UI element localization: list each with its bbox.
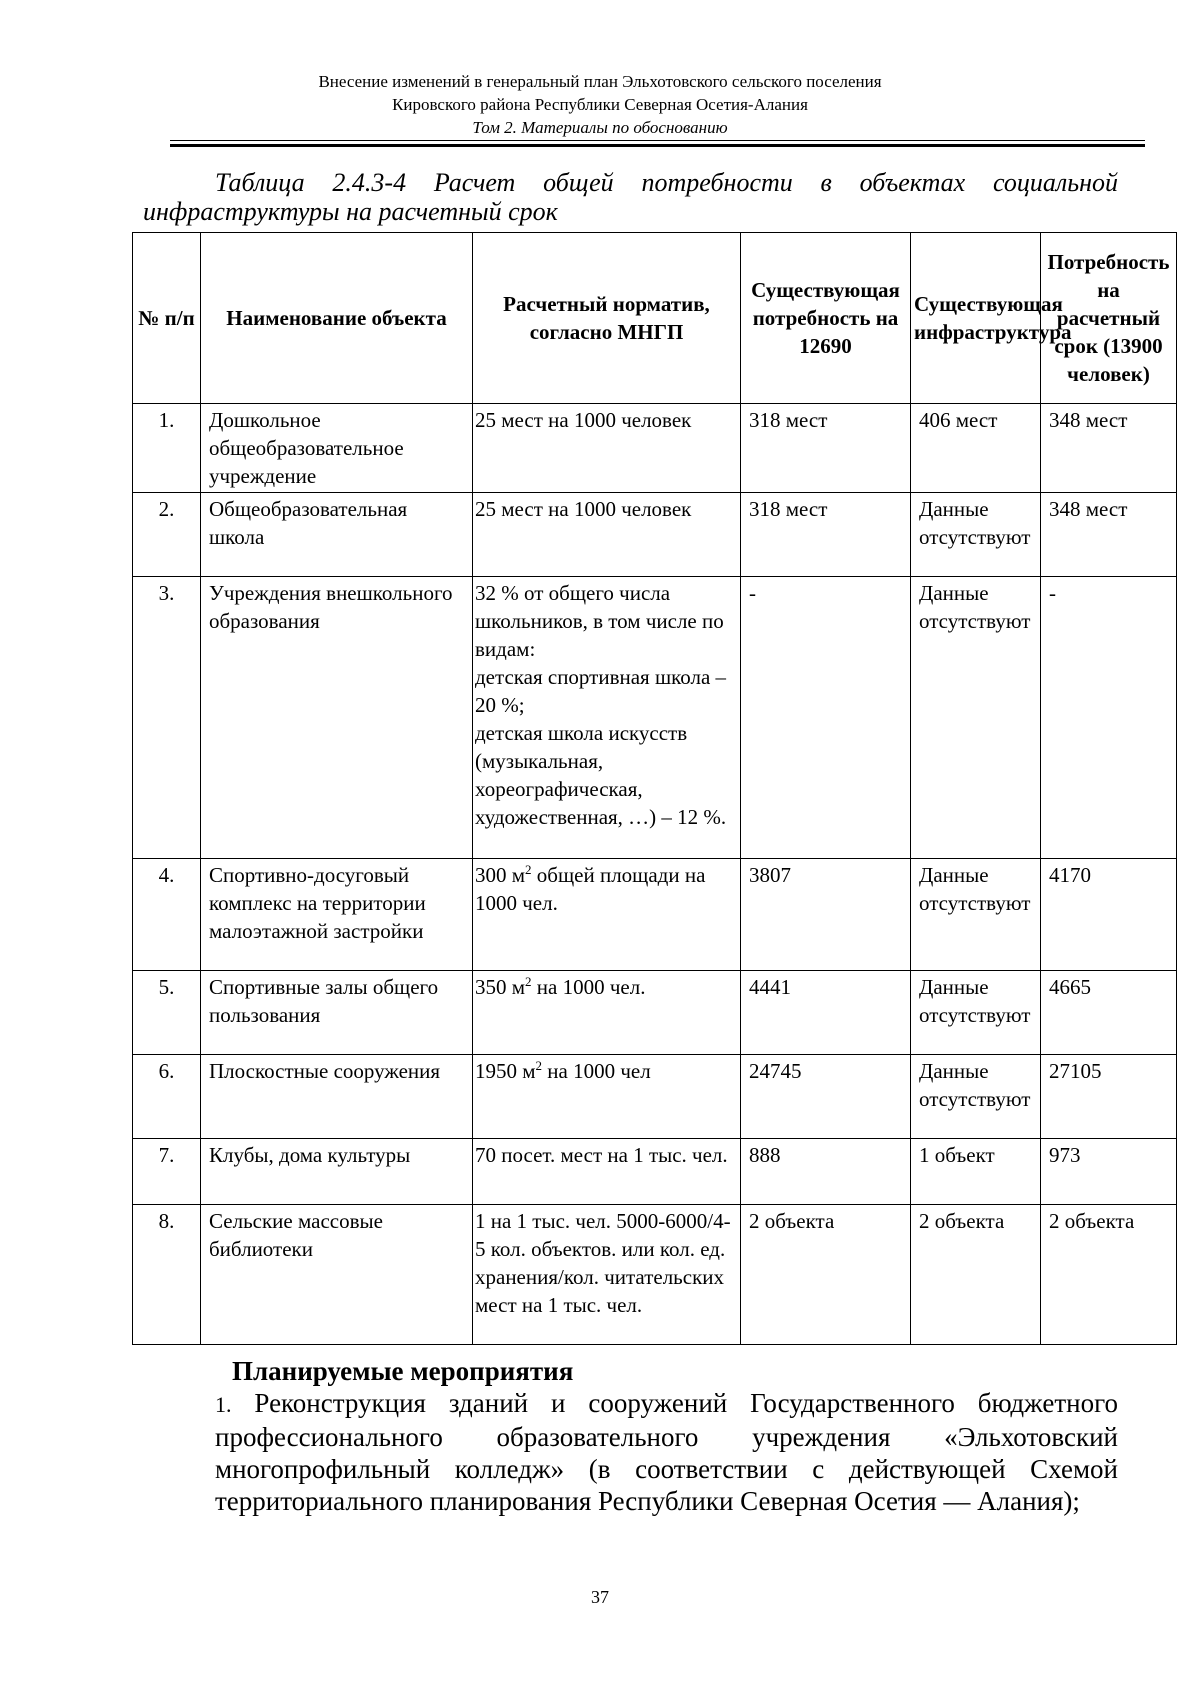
- row-norm: 70 посет. мест на 1 тыс. чел.: [473, 1139, 741, 1205]
- row-norm-pre: 1950 м: [475, 1059, 536, 1083]
- row-norm: [473, 577, 741, 859]
- row-future-need: 4665: [1041, 971, 1177, 1055]
- row-norm-post: на 1000 чел: [542, 1059, 651, 1083]
- row-existing-infra: Данные отсутствуют: [911, 971, 1041, 1055]
- header-cell-name: Наименование объекта: [201, 233, 473, 404]
- row-norm: [473, 1055, 741, 1139]
- row-norm-post: общей площади на 1000 чел.: [475, 863, 706, 915]
- row-num: 6.: [133, 1055, 201, 1139]
- header-cell-num: № п/п: [133, 233, 201, 404]
- row-norm-sup: 2: [525, 862, 532, 877]
- row-name: Клубы, дома культуры: [201, 1139, 473, 1205]
- row-norm-sup: 2: [525, 974, 532, 989]
- row-future-need: 4170: [1041, 859, 1177, 971]
- header-cell-existing-infra: Существующая инфраструктура: [911, 233, 1041, 404]
- row-existing-need: 318 мест: [741, 404, 911, 493]
- row-norm: 1 на 1 тыс. чел. 5000-6000/4-5 кол. объектов. или кол. ед. хранения/кол. читательских мест на 1 тыс. чел.: [473, 1205, 741, 1345]
- row-norm-text: 32 % от общего числа школьников, в том числе по видам: детская спортивная школа – 20 %; детская школа искусств (музыкальная, хореографическая, художественная, …) – 12 %.: [475, 581, 727, 829]
- paragraph-first-line: [143, 1387, 1118, 1517]
- row-num: 7.: [133, 1139, 201, 1205]
- header-cell-future-need: Потребность на расчетный срок (13900 человек): [1041, 233, 1177, 404]
- row-num: 4.: [133, 859, 201, 971]
- row-existing-infra: Данные отсутствуют: [911, 1055, 1041, 1139]
- row-existing-infra: 406 мест: [911, 404, 1041, 493]
- social-infrastructure-table: [132, 232, 1177, 1345]
- table-row: [133, 1205, 1177, 1345]
- row-future-need: 2 объекта: [1041, 1205, 1177, 1345]
- table-row: [133, 859, 1177, 971]
- table-row: [133, 404, 1177, 493]
- row-existing-need: 318 мест: [741, 493, 911, 577]
- row-num: 3.: [133, 577, 201, 859]
- item-text: Реконструкция зданий и сооружений Государственного бюджетного профессионального образовательного учреждения «Эльхотовский многопрофильный колледж» (в соответствии с действующей Схемой территориального планирования Республики Северная Осетия — Алания);: [215, 1388, 1118, 1516]
- row-existing-need: 888: [741, 1139, 911, 1205]
- row-norm: [473, 859, 741, 971]
- page-number: 37: [591, 1587, 609, 1607]
- row-norm-post: на 1000 чел.: [531, 975, 646, 999]
- row-norm-sup: 2: [535, 1058, 543, 1073]
- row-existing-need: 2 объекта: [741, 1205, 911, 1345]
- row-norm: 25 мест на 1000 человек: [473, 404, 741, 493]
- row-norm-pre: 300 м: [475, 863, 526, 887]
- row-existing-need: -: [741, 577, 911, 859]
- row-existing-infra: 1 объект: [911, 1139, 1041, 1205]
- row-name: Спортивно-досуговый комплекс на территории малоэтажной застройки: [201, 859, 473, 971]
- row-name: Учреждения внешкольного образования: [201, 577, 473, 859]
- row-name: Дошкольное общеобразовательное учреждение: [201, 404, 473, 493]
- table-header-row: [133, 233, 1177, 404]
- row-name: Плоскостные сооружения: [201, 1055, 473, 1139]
- row-existing-infra: Данные отсутствуют: [911, 859, 1041, 971]
- table-row: [133, 971, 1177, 1055]
- row-num: 1.: [133, 404, 201, 493]
- row-existing-need: 4441: [741, 971, 911, 1055]
- header-cell-existing-need: Существующая потребность на 12690: [741, 233, 911, 404]
- document-header-line1: Внесение изменений в генеральный план Эльхотовского сельского поселения: [318, 72, 882, 91]
- row-existing-infra: Данные отсутствуют: [911, 577, 1041, 859]
- table-caption: [143, 168, 1118, 226]
- table-caption-line2: инфраструктуры на расчетный срок: [143, 197, 558, 226]
- row-norm-pre: 350 м: [475, 975, 526, 999]
- row-name: Общеобразовательная школа: [201, 493, 473, 577]
- row-future-need: 27105: [1041, 1055, 1177, 1139]
- item-number: 1.: [215, 1392, 232, 1417]
- table-row: [133, 1055, 1177, 1139]
- row-future-need: 348 мест: [1041, 404, 1177, 493]
- row-name: Сельские массовые библиотеки: [201, 1205, 473, 1345]
- section-paragraph: [143, 1387, 1118, 1517]
- row-existing-need: 3807: [741, 859, 911, 971]
- row-future-need: 973: [1041, 1139, 1177, 1205]
- row-norm: 25 мест на 1000 человек: [473, 493, 741, 577]
- row-name: Спортивные залы общего пользования: [201, 971, 473, 1055]
- row-num: 5.: [133, 971, 201, 1055]
- row-existing-infra: 2 объекта: [911, 1205, 1041, 1345]
- table-row: [133, 577, 1177, 859]
- header-divider-thin: [170, 140, 1145, 141]
- document-header-line2: Кировского района Республики Северная Осетия-Алания: [392, 95, 808, 114]
- row-future-need: -: [1041, 577, 1177, 859]
- row-num: 2.: [133, 493, 201, 577]
- row-num: 8.: [133, 1205, 201, 1345]
- table-row: [133, 493, 1177, 577]
- header-cell-norm: Расчетный норматив, согласно МНГП: [473, 233, 741, 404]
- document-header-line3: Том 2. Материалы по обоснованию: [472, 118, 728, 137]
- row-existing-infra: Данные отсутствуют: [911, 493, 1041, 577]
- table-row: [133, 1139, 1177, 1205]
- section-title: Планируемые мероприятия: [232, 1356, 574, 1386]
- row-norm: [473, 971, 741, 1055]
- header-divider-thick: [170, 144, 1145, 147]
- table-caption-line1: Таблица 2.4.3-4 Расчет общей потребности в объектах социальной: [215, 168, 1118, 197]
- row-existing-need: 24745: [741, 1055, 911, 1139]
- row-future-need: 348 мест: [1041, 493, 1177, 577]
